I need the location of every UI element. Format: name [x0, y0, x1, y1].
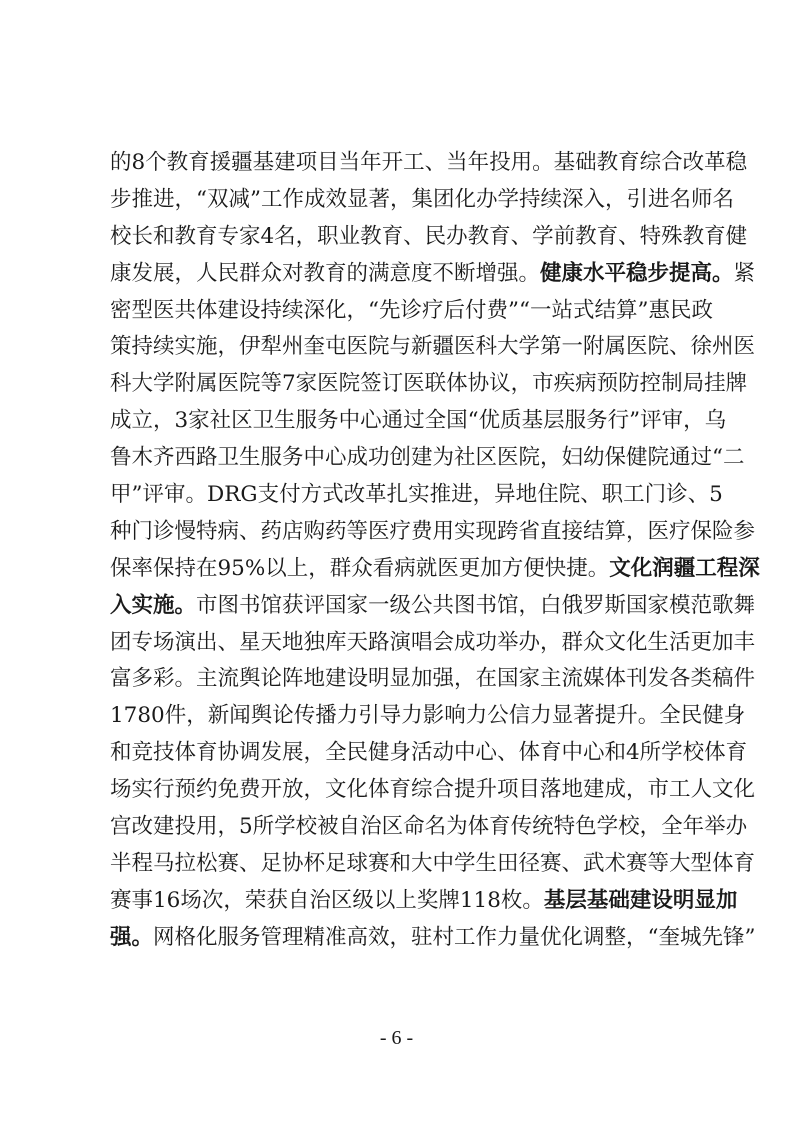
text-line [110, 366, 748, 403]
text-line [110, 329, 756, 366]
text-line [110, 440, 745, 477]
text-segment: 步推进，“双减”工作成效显著，集团化办学持续深入，引进名师名 [110, 186, 734, 212]
text-segment: 富多彩。主流舆论阵地建设明显加强，在国家主流媒体刊发各类稿件 [110, 666, 756, 692]
text-line [110, 477, 723, 514]
text-line [110, 588, 756, 625]
text-segment: 半程马拉松赛、足协杯足球赛和大中学生田径赛、武术赛等大型体育 [110, 850, 756, 876]
text-segment: 紧 [733, 260, 756, 286]
text-line [110, 293, 713, 330]
text-segment: 1780件，新闻舆论传播力引导力影响力公信力显著提升。全民健身 [110, 703, 746, 729]
text-segment: 赛事16场次，荣获自治区级以上奖牌118枚。 [110, 887, 544, 913]
text-line [110, 920, 756, 957]
bold-heading-segment: 健康水平稳步提高。 [540, 260, 734, 286]
bold-heading-segment: 基层基础建设明显加 [543, 887, 738, 913]
text-segment: 团专场演出、星天地独库天路演唱会成功举办，群众文化生活更加丰 [110, 629, 756, 655]
text-segment: 康发展，人民群众对教育的满意度不断增强。 [110, 260, 541, 286]
text-segment: 策持续实施，伊犁州奎屯医院与新疆医科大学第一附属医院、徐州医 [110, 334, 756, 360]
text-line [110, 661, 756, 698]
text-segment: 场实行预约免费开放，文化体育综合提升项目落地建成，市工人文化 [110, 777, 756, 803]
text-line [110, 625, 756, 662]
text-line [110, 735, 748, 772]
text-line [110, 514, 756, 551]
bold-heading-segment: 强。 [110, 924, 154, 950]
body-text [110, 145, 760, 957]
text-line [110, 219, 748, 256]
text-segment: 成立，3家社区卫生服务中心通过全国“优质基层服务行”评审，乌 [110, 408, 727, 434]
text-segment: 网格化服务管理精准高效，驻村工作力量优化调整，“奎城先锋” [153, 924, 756, 950]
text-line [110, 551, 760, 588]
text-segment: 宫改建投用，5所学校被自治区命名为体育传统特色学校，全年举办 [110, 814, 748, 840]
page-number: - 6 - [379, 1027, 414, 1049]
text-line [110, 403, 727, 440]
text-segment: 校长和教育专家4名，职业教育、民办教育、学前教育、特殊教育健 [110, 223, 748, 249]
text-line [110, 182, 734, 219]
text-segment: 科大学附属医院等7家医院签订医联体协议，市疾病预防控制局挂牌 [110, 371, 748, 397]
text-segment: 的8个教育援疆基建项目当年开工、当年投用。基础教育综合改革稳 [110, 150, 748, 175]
text-segment: 鲁木齐西路卫生服务中心成功创建为社区医院，妇幼保健院通过“二 [110, 445, 745, 471]
text-line [110, 809, 748, 846]
text-line [110, 846, 756, 883]
text-segment: 密型医共体建设持续深化，“先诊疗后付费”“一站式结算”惠民政 [110, 297, 713, 323]
text-segment: 甲”评审。DRG支付方式改革扎实推进，异地住院、职工门诊、5 [110, 482, 723, 508]
text-segment: 种门诊慢特病、药店购药等医疗费用实现跨省直接结算，医疗保险参 [110, 518, 756, 544]
bold-heading-segment: 入实施。 [110, 592, 197, 618]
text-line [110, 883, 738, 920]
bold-heading-segment: 文化润疆工程深 [609, 555, 760, 581]
text-segment: 和竞技体育协调发展，全民健身活动中心、体育中心和4所学校体育 [110, 740, 748, 766]
text-line [110, 256, 756, 293]
text-segment: 市图书馆获评国家一级公共图书馆，白俄罗斯国家模范歌舞 [196, 592, 756, 618]
text-line [110, 698, 746, 735]
text-line [110, 772, 756, 809]
text-line [110, 145, 748, 182]
text-segment: 保率保持在95%以上，群众看病就医更加方便快捷。 [110, 555, 610, 581]
